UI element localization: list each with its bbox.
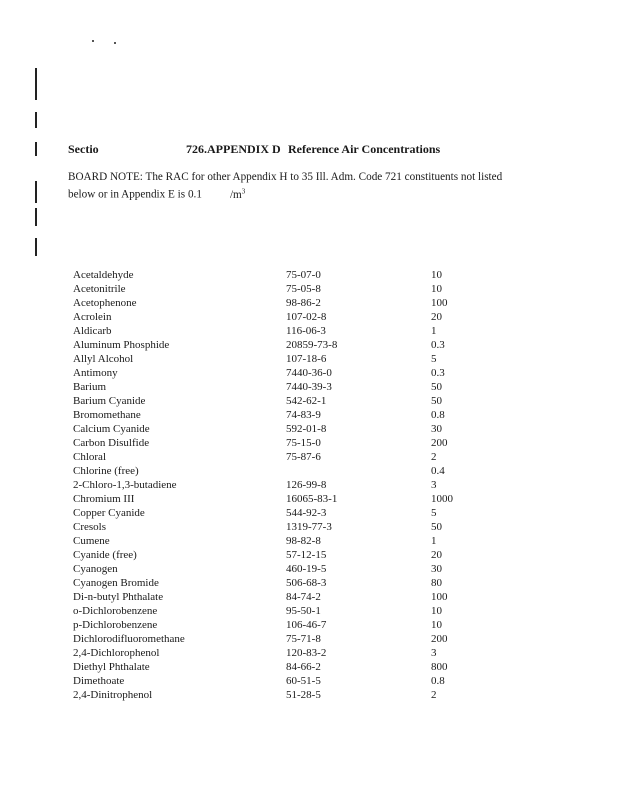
constituent-name: Cresols — [73, 521, 106, 533]
rac-value: 10 — [431, 283, 442, 295]
cas-number: 542-62-1 — [286, 395, 327, 407]
cas-number: 84-74-2 — [286, 591, 321, 603]
rac-value: 800 — [431, 661, 448, 673]
constituent-name: Carbon Disulfide — [73, 437, 150, 449]
table-row — [73, 506, 493, 520]
revision-margin-bar — [35, 68, 37, 100]
table-row — [73, 338, 493, 352]
table-row — [73, 492, 493, 506]
table-row — [73, 408, 493, 422]
board-note — [68, 170, 548, 202]
constituent-name: Cumene — [73, 535, 110, 547]
board-note-line-2-text: below or in Appendix E is 0.1 — [68, 188, 202, 201]
cas-number: 16065-83-1 — [286, 493, 338, 505]
cas-number: 98-86-2 — [286, 297, 321, 309]
cas-number: 126-99-8 — [286, 479, 327, 491]
table-row — [73, 478, 493, 492]
rac-value: 50 — [431, 381, 442, 393]
constituent-name: p-Dichlorobenzene — [73, 619, 158, 631]
table-row — [73, 576, 493, 590]
constituent-name: Allyl Alcohol — [73, 353, 134, 365]
constituent-name: 2-Chloro-1,3-butadiene — [73, 479, 177, 491]
rac-value: 3 — [431, 479, 437, 491]
table-row — [73, 632, 493, 646]
cas-number: 75-07-0 — [286, 269, 321, 281]
table-row — [73, 282, 493, 296]
cas-number: 98-82-8 — [286, 535, 321, 547]
constituent-name: Antimony — [73, 367, 118, 379]
page-title: Reference Air Concentrations — [288, 142, 441, 156]
constituent-name: Diethyl Phthalate — [73, 661, 150, 673]
cas-number: 460-19-5 — [286, 563, 327, 575]
rac-value: 2 — [431, 689, 437, 701]
cas-number: 120-83-2 — [286, 647, 327, 659]
constituent-name: Aldicarb — [73, 325, 112, 337]
table-row — [73, 366, 493, 380]
revision-margin-bar — [35, 181, 37, 203]
table-row — [73, 394, 493, 408]
rac-value: 10 — [431, 269, 442, 281]
constituent-name: Copper Cyanide — [73, 507, 145, 519]
table-row — [73, 688, 493, 702]
rac-value: 200 — [431, 633, 448, 645]
cas-number: 107-18-6 — [286, 353, 327, 365]
table-row — [73, 534, 493, 548]
revision-margin-bar — [35, 142, 37, 156]
constituent-name: Calcium Cyanide — [73, 423, 150, 435]
constituent-name: Barium Cyanide — [73, 395, 146, 407]
cas-number: 75-15-0 — [286, 437, 321, 449]
cas-number: 506-68-3 — [286, 577, 327, 589]
rac-value: 2 — [431, 451, 437, 463]
rac-value: 0.8 — [431, 409, 445, 421]
constituent-name: Acetaldehyde — [73, 269, 134, 281]
rac-value: 20 — [431, 311, 442, 323]
constituent-name: Cyanogen Bromide — [73, 577, 159, 589]
rac-value: 0.4 — [431, 465, 445, 477]
constituent-name: Aluminum Phosphide — [73, 339, 170, 351]
board-note-unit-text: /m — [229, 188, 242, 201]
cas-number: 84-66-2 — [286, 661, 321, 673]
constituent-name: Dimethoate — [73, 675, 125, 687]
constituent-name: Chromium III — [73, 493, 135, 505]
table-row — [73, 660, 493, 674]
table-row — [73, 674, 493, 688]
rac-value: 1000 — [431, 493, 453, 505]
constituent-name: Acetonitrile — [73, 283, 126, 295]
section-label: Sectio — [68, 142, 99, 156]
rac-value: 50 — [431, 521, 442, 533]
revision-margin-bar — [35, 238, 37, 256]
constituent-name: 2,4-Dichlorophenol — [73, 647, 160, 659]
cas-number: 75-05-8 — [286, 283, 321, 295]
rac-value: 0.3 — [431, 339, 445, 351]
rac-value: 5 — [431, 353, 437, 365]
rac-value: 200 — [431, 437, 448, 449]
rac-value: 0.8 — [431, 675, 445, 687]
rac-value: 50 — [431, 395, 442, 407]
rac-value: 10 — [431, 619, 442, 631]
constituent-name: Barium — [73, 381, 106, 393]
table-row — [73, 562, 493, 576]
constituent-name: Cyanide (free) — [73, 549, 137, 561]
cas-number: 51-28-5 — [286, 689, 321, 701]
rac-value: 10 — [431, 605, 442, 617]
board-note-unit — [230, 189, 245, 201]
rac-value: 5 — [431, 507, 437, 519]
table-row — [73, 436, 493, 450]
table-row — [73, 324, 493, 338]
cas-number: 116-06-3 — [286, 325, 326, 337]
rac-table — [73, 268, 493, 702]
board-note-line-2 — [68, 184, 548, 202]
rac-value: 30 — [431, 563, 442, 575]
cas-number: 60-51-5 — [286, 675, 321, 687]
cas-number: 592-01-8 — [286, 423, 327, 435]
table-row — [73, 548, 493, 562]
cas-number: 75-87-6 — [286, 451, 321, 463]
board-note-unit-sup: 3 — [241, 187, 246, 195]
rac-value: 20 — [431, 549, 442, 561]
constituent-name: Chloral — [73, 451, 106, 463]
rac-value: 100 — [431, 591, 448, 603]
constituent-name: Bromomethane — [73, 409, 141, 421]
rac-value: 1 — [431, 325, 437, 337]
cas-number: 107-02-8 — [286, 311, 327, 323]
revision-margin-bar — [35, 208, 37, 226]
constituent-name: Dichlorodifluoromethane — [73, 633, 185, 645]
cas-number: 57-12-15 — [286, 549, 327, 561]
cas-number: 75-71-8 — [286, 633, 321, 645]
table-row — [73, 464, 493, 478]
revision-margin-bar — [35, 112, 37, 128]
cas-number: 95-50-1 — [286, 605, 321, 617]
table-row — [73, 380, 493, 394]
table-row — [73, 296, 493, 310]
rac-value: 100 — [431, 297, 448, 309]
rac-value: 30 — [431, 423, 442, 435]
cas-number: 544-92-3 — [286, 507, 327, 519]
scan-speck — [114, 42, 116, 44]
constituent-name: Cyanogen — [73, 563, 118, 575]
cas-number: 20859-73-8 — [286, 339, 338, 351]
cas-number: 106-46-7 — [286, 619, 327, 631]
table-row — [73, 268, 493, 282]
board-note-line-1: BOARD NOTE: The RAC for other Appendix H to 35 Ill. Adm. Code 721 constituents not listed — [68, 171, 503, 183]
table-row — [73, 352, 493, 366]
scan-speck — [92, 40, 94, 42]
table-row — [73, 646, 493, 660]
constituent-name: Acetophenone — [73, 297, 137, 309]
table-row — [73, 422, 493, 436]
cas-number: 7440-39-3 — [286, 381, 332, 393]
rac-value: 1 — [431, 535, 437, 547]
cas-number: 7440-36-0 — [286, 367, 332, 379]
constituent-name: 2,4-Dinitrophenol — [73, 689, 153, 701]
cas-number: 1319-77-3 — [286, 521, 332, 533]
constituent-name: Di-n-butyl Phthalate — [73, 591, 164, 603]
constituent-name: o-Dichlorobenzene — [73, 605, 158, 617]
table-row — [73, 520, 493, 534]
part-number: 726.APPENDIX D — [186, 142, 281, 156]
constituent-name: Chlorine (free) — [73, 465, 139, 477]
table-row — [73, 618, 493, 632]
table-row — [73, 450, 493, 464]
rac-value: 0.3 — [431, 367, 445, 379]
cas-number: 74-83-9 — [286, 409, 321, 421]
table-row — [73, 604, 493, 618]
table-row — [73, 310, 493, 324]
constituent-name: Acrolein — [73, 311, 112, 323]
table-row — [73, 590, 493, 604]
rac-value: 3 — [431, 647, 437, 659]
rac-value: 80 — [431, 577, 442, 589]
